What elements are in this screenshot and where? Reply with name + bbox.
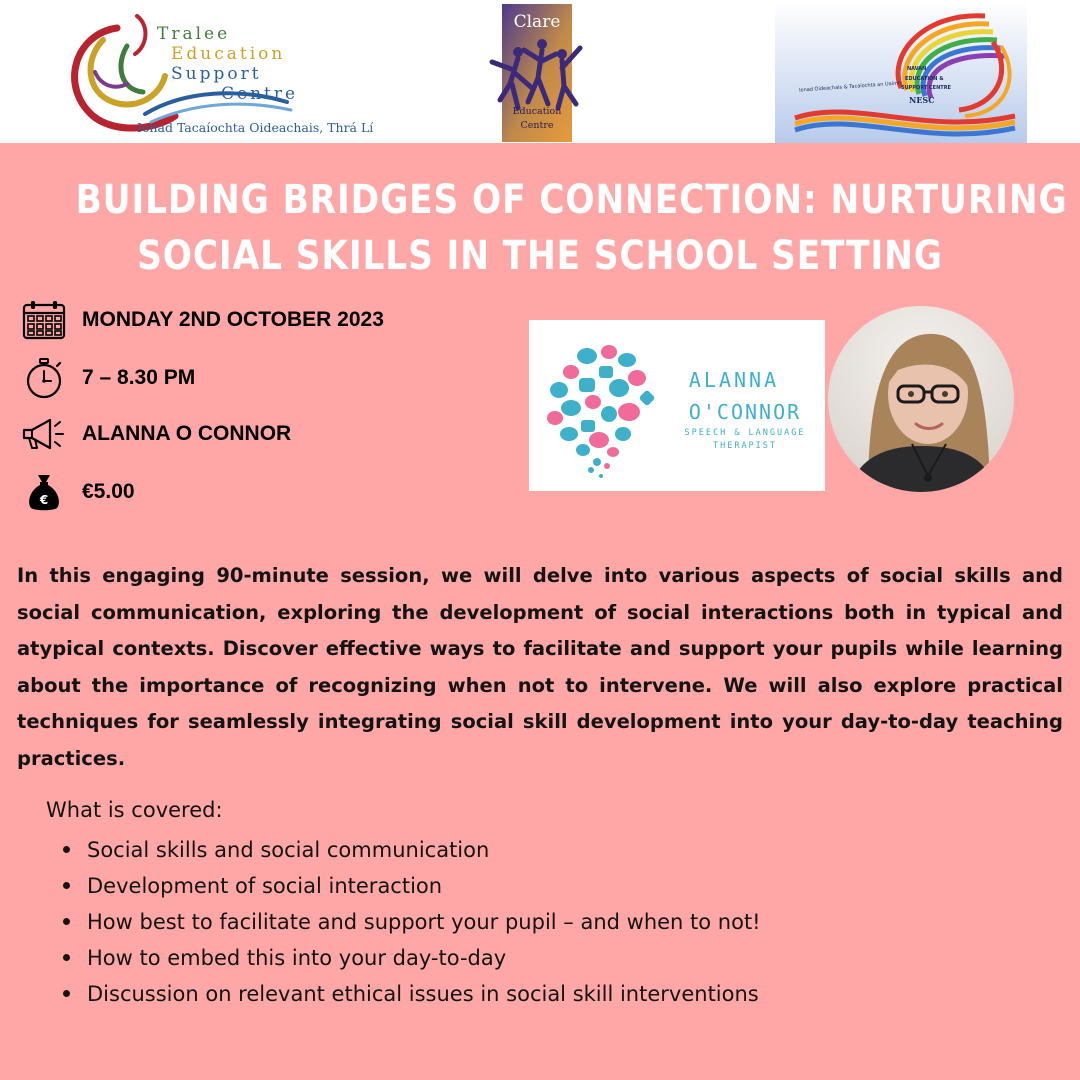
- covered-list: [60, 832, 761, 1012]
- event-date: MONDAY 2ND OCTOBER 2023: [82, 308, 384, 331]
- event-price: €5.00: [82, 480, 135, 503]
- navan-logo-text: NAVAN: [907, 66, 927, 72]
- logo-banner: [0, 0, 1080, 143]
- navan-rainbow-swirl-icon: [775, 2, 1027, 143]
- list-item: How best to facilitate and support your pupil – and when to not!: [60, 904, 761, 940]
- tralee-logo-text: Support: [171, 64, 262, 84]
- navan-logo-text: SUPPORT CENTRE: [901, 85, 951, 91]
- event-description: In this engaging 90-minute session, we will delve into various aspects of social skills and social communication, exploring the development of social interactions both in typical and atypical contexts. Discover effective ways to facilitate and support your pupils while learning about the importance of recognizing when not to intervene. We will also explore practical techniques for seamlessly integrating social skill development into your day-to-day teaching practices.: [17, 564, 1063, 770]
- stopwatch-icon: [20, 356, 68, 400]
- speech-bubbles-icon: [535, 334, 675, 494]
- tralee-logo-text: Tralee: [157, 24, 231, 44]
- event-title: [75, 172, 1068, 284]
- speaker-logo-card: [529, 320, 825, 491]
- svg-text:€: €: [39, 493, 49, 507]
- list-item: How to embed this into your day-to-day: [60, 940, 761, 976]
- speaker-card-role: SPEECH & LANGUAGE: [684, 428, 806, 438]
- list-item: Discussion on relevant ethical issues in social skill interventions: [60, 976, 761, 1012]
- event-date-row: [20, 298, 384, 342]
- event-speaker-row: [20, 412, 291, 456]
- money-bag-icon: [20, 470, 68, 514]
- navan-logo-text: EDUCATION &: [905, 76, 944, 82]
- megaphone-icon: [20, 412, 68, 456]
- tralee-logo-tagline: Ionad Tacaíochta Oideachais, Thrá Lí: [137, 120, 374, 135]
- speaker-card-name: ALANNA: [688, 368, 780, 392]
- tralee-logo-text: Education: [171, 44, 286, 64]
- tralee-logo-text: Centre: [221, 84, 299, 104]
- event-title-line: BUILDING BRIDGES OF CONNECTION: NURTURING: [75, 177, 1068, 223]
- event-time: 7 – 8.30 PM: [82, 366, 196, 389]
- list-item: Social skills and social communication: [60, 832, 761, 868]
- navan-logo-abbreviation: NESC: [909, 95, 935, 105]
- speaker-photo: [828, 306, 1014, 492]
- tralee-education-support-centre-logo: [55, 6, 375, 140]
- navan-education-support-centre-logo: [775, 2, 1027, 143]
- event-time-row: [20, 356, 195, 400]
- clare-education-centre-logo: [488, 4, 586, 142]
- speaker-card-name: O'CONNOR: [688, 400, 802, 424]
- event-title-line: SOCIAL SKILLS IN THE SCHOOL SETTING: [137, 233, 943, 279]
- event-price-row: [20, 470, 135, 514]
- speaker-card-role: THERAPIST: [712, 441, 778, 451]
- covered-heading: What is covered:: [46, 798, 223, 822]
- calendar-icon: [20, 298, 68, 342]
- clare-logo-text: Centre: [520, 120, 554, 131]
- clare-logo-text: Clare: [513, 12, 561, 32]
- event-speaker: ALANNA O CONNOR: [82, 422, 292, 445]
- navan-logo-irish-text: Ionad Oideachais & Tacaíochta an Uaimh: [798, 80, 902, 94]
- clare-logo-text: Education: [512, 106, 562, 117]
- list-item: Development of social interaction: [60, 868, 761, 904]
